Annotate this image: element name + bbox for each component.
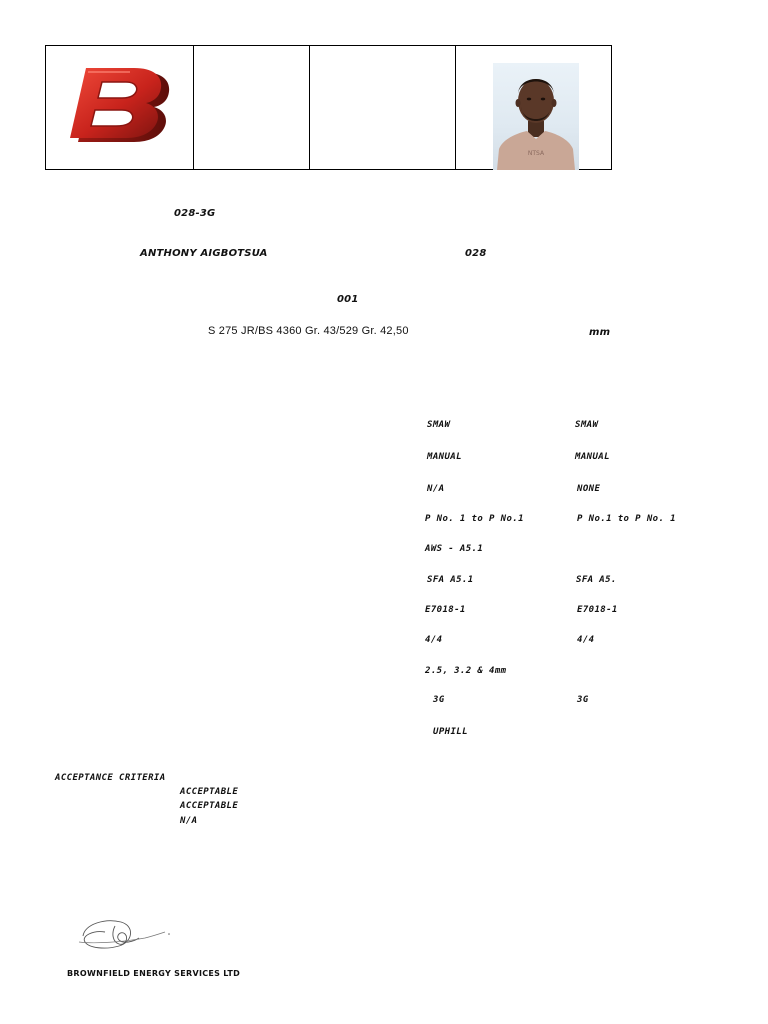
person-photo-icon <box>493 63 579 170</box>
actual-process: SMAW <box>427 420 451 430</box>
range-position: 3G <box>577 695 589 705</box>
range-type: MANUAL <box>575 452 610 462</box>
header-table <box>45 45 612 170</box>
actual-electrode: E7018-1 <box>425 605 466 615</box>
company-logo <box>64 64 172 142</box>
welder-name: ANTHONY AIGBOTSUA <box>140 248 268 259</box>
actual-backing: N/A <box>427 484 445 494</box>
range-backing: NONE <box>577 484 601 494</box>
range-pno: P No.1 to P No. 1 <box>577 514 676 524</box>
logo-cell <box>46 46 194 169</box>
svg-text:NTSA: NTSA <box>527 150 545 157</box>
test-code: 028-3G <box>174 208 216 219</box>
thickness-unit: mm <box>589 327 611 338</box>
actual-fno: 4/4 <box>425 635 443 645</box>
header-blank-cell-1 <box>194 46 310 169</box>
actual-diameter: 2.5, 3.2 & 4mm <box>425 666 507 676</box>
actual-pno: P No. 1 to P No.1 <box>425 514 524 524</box>
range-sfa: SFA A5. <box>576 575 617 585</box>
actual-filler-spec: AWS - A5.1 <box>425 544 484 554</box>
actual-position: 3G <box>433 695 445 705</box>
actual-type: MANUAL <box>427 452 462 462</box>
company-name: BROWNFIELD ENERGY SERVICES LTD <box>67 969 241 978</box>
actual-progression: UPHILL <box>433 727 468 737</box>
range-process: SMAW <box>575 420 599 430</box>
welder-id: 028 <box>465 248 487 259</box>
acceptance-result-3: N/A <box>180 816 198 826</box>
actual-sfa: SFA A5.1 <box>427 575 474 585</box>
range-fno: 4/4 <box>577 635 595 645</box>
range-electrode: E7018-1 <box>577 605 618 615</box>
wps-number: 001 <box>337 294 359 305</box>
header-blank-cell-2 <box>310 46 456 169</box>
acceptance-heading: ACCEPTANCE CRITERIA <box>55 773 166 783</box>
welder-photo <box>493 63 579 170</box>
acceptance-result-1: ACCEPTABLE <box>180 787 239 797</box>
material-spec: S 275 JR/BS 4360 Gr. 43/529 Gr. 42,50 <box>208 325 409 337</box>
photo-cell <box>456 46 611 169</box>
signature <box>75 912 175 956</box>
acceptance-result-2: ACCEPTABLE <box>180 801 239 811</box>
